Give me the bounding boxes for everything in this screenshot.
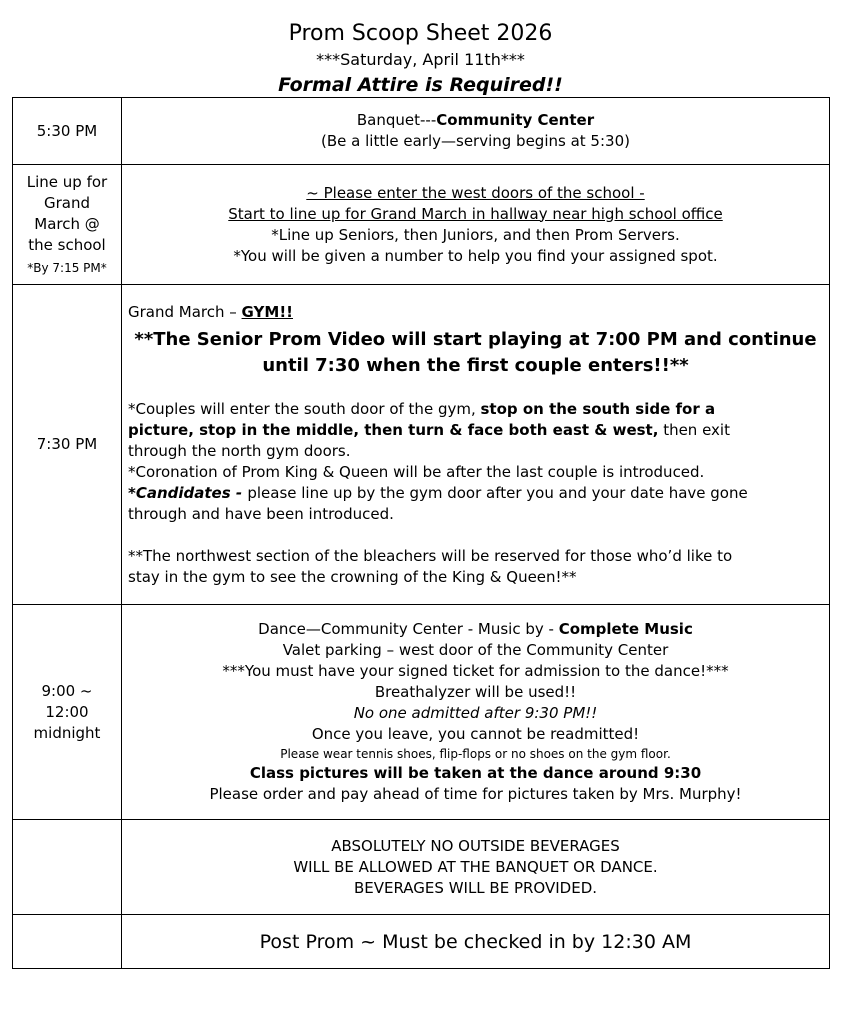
event-date: ***Saturday, April 11th*** (316, 50, 525, 69)
banquet-location: Community Center (436, 111, 595, 129)
couples-text: then exit (658, 420, 730, 439)
readmit-note: Once you leave, you cannot be readmitted! (311, 725, 640, 743)
couples-text: through the north gym doors. (128, 441, 351, 460)
grand-march-label: Grand March – (128, 302, 242, 321)
schedule-row-lineup (13, 165, 830, 285)
details-cell (122, 165, 830, 285)
details-cell (122, 285, 830, 605)
pictures-order-note: Please order and pay ahead of time for pictures taken by Mrs. Murphy! (209, 785, 742, 803)
attire-notice: Formal Attire is Required!! (278, 74, 563, 96)
candidates-text: through and have been introduced. (128, 504, 394, 523)
lineup-number-note: *You will be given a number to help you find your assigned spot. (233, 246, 718, 265)
admission-cutoff: No one admitted after 9:30 PM!! (353, 704, 598, 722)
details-cell (122, 605, 830, 820)
couples-text-bold: picture, stop in the middle, then turn & face both east & west, (128, 420, 659, 439)
beverage-notice-line: BEVERAGES WILL BE PROVIDED. (353, 878, 598, 897)
schedule-row-dance (13, 605, 830, 820)
dance-music: Complete Music (558, 620, 693, 638)
candidates-text: please line up by the gym door after you and your date have gone (247, 483, 748, 502)
schedule-row-grand-march (13, 285, 830, 605)
banquet-note: (Be a little early—serving begins at 5:30) (321, 132, 630, 150)
schedule-table (12, 97, 830, 969)
time-label-line: midnight (33, 723, 101, 742)
time-label-line: March @ (34, 215, 100, 233)
post-prom-note: Post Prom ~ Must be checked in by 12:30 AM (259, 930, 692, 953)
lineup-order: *Line up Seniors, then Juniors, and then Prom Servers. (271, 225, 680, 244)
video-notice-line: until 7:30 when the first couple enters!!** (262, 354, 689, 376)
candidates-label: *Candidates - (128, 483, 248, 502)
details-cell (122, 820, 830, 915)
time-cell (13, 605, 122, 820)
couples-text-bold: stop on the south side for a (480, 399, 716, 418)
ticket-note: ***You must have your signed ticket for admission to the dance!*** (222, 662, 729, 680)
time-label-line: the school (28, 236, 106, 254)
bleachers-note: **The northwest section of the bleachers will be reserved for those who’d like to (128, 546, 733, 565)
time-label-line: Grand (43, 194, 90, 212)
time-cell (13, 165, 122, 285)
valet-note: Valet parking – west door of the Community Center (282, 641, 669, 659)
schedule-row-banquet (13, 98, 830, 165)
time-cell (13, 98, 122, 165)
video-notice-line: **The Senior Prom Video will start playing at 7:00 PM and continue (134, 328, 817, 350)
lineup-entrance: ~ Please enter the west doors of the school - (306, 183, 645, 202)
time-label-line: 9:00 ~ (41, 681, 93, 700)
banquet-label: Banquet--- (356, 111, 437, 129)
coronation-note: *Coronation of Prom King & Queen will be after the last couple is introduced. (128, 462, 705, 481)
time-label: 7:30 PM (36, 435, 98, 453)
time-note: *By 7:15 PM* (27, 261, 107, 275)
page-title: Prom Scoop Sheet 2026 (288, 21, 553, 46)
time-cell (13, 820, 122, 915)
time-cell (13, 285, 122, 605)
grand-march-location: GYM!! (241, 302, 293, 321)
time-label-line: Line up for (26, 173, 108, 191)
time-label-line: 12:00 (45, 702, 89, 721)
details-cell (122, 98, 830, 165)
time-label: 5:30 PM (36, 121, 98, 140)
couples-text: *Couples will enter the south door of the gym, (128, 399, 481, 418)
dance-location: Dance—Community Center - Music by - (258, 620, 559, 638)
breathalyzer-note: Breathalyzer will be used!! (374, 683, 577, 701)
beverage-notice-line: WILL BE ALLOWED AT THE BANQUET OR DANCE. (293, 857, 658, 876)
time-cell (13, 915, 122, 969)
shoes-note: Please wear tennis shoes, flip-flops or no shoes on the gym floor. (280, 747, 671, 761)
schedule-row-post-prom (13, 915, 830, 969)
lineup-location: Start to line up for Grand March in hallway near high school office (228, 204, 723, 223)
schedule-row-beverages (13, 820, 830, 915)
bleachers-note: stay in the gym to see the crowning of the King & Queen!** (128, 567, 577, 586)
beverage-notice-line: ABSOLUTELY NO OUTSIDE BEVERAGES (331, 836, 620, 855)
details-cell (122, 915, 830, 969)
class-pictures-note: Class pictures will be taken at the dance around 9:30 (249, 764, 702, 782)
